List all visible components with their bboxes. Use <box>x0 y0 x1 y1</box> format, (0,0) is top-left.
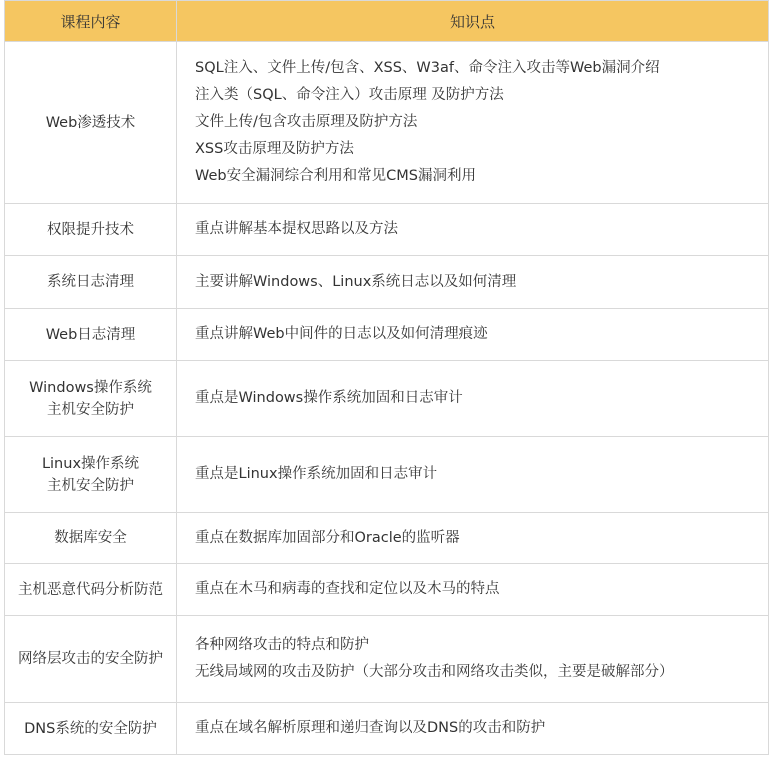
course-name-cell <box>5 513 177 564</box>
course-name-cell <box>5 564 177 616</box>
course-name-cell <box>5 204 177 256</box>
knowledge-point: 重点讲解基本提权思路以及方法 <box>195 221 398 237</box>
knowledge-points-cell <box>177 513 769 564</box>
points-column-header: 知识点 <box>177 1 769 42</box>
course-name: Web日志清理 <box>45 326 136 343</box>
header-row <box>5 1 769 42</box>
course-name: 主机恶意代码分析防范 <box>18 581 163 598</box>
course-name-cell <box>5 256 177 309</box>
table-row <box>5 616 769 703</box>
knowledge-point: 重点在数据库加固部分和Oracle的监听器 <box>195 529 460 546</box>
course-name: 主机安全防护 <box>47 401 134 418</box>
course-name: DNS系统的安全防护 <box>24 720 157 737</box>
table-row <box>5 256 769 309</box>
course-name-cell <box>5 616 177 703</box>
knowledge-points-cell <box>177 256 769 309</box>
knowledge-point: 各种网络攻击的特点和防护 <box>195 637 369 653</box>
table-row <box>5 564 769 616</box>
course-column-header: 课程内容 <box>5 1 177 42</box>
knowledge-point: 注入类（SQL、命令注入）攻击原理 及防护方法 <box>195 87 504 103</box>
table-row <box>5 309 769 361</box>
table-row <box>5 703 769 755</box>
table-row <box>5 361 769 437</box>
knowledge-point: 重点是Windows操作系统加固和日志审计 <box>195 390 463 406</box>
knowledge-points-cell <box>177 437 769 513</box>
knowledge-points-cell <box>177 703 769 755</box>
course-name: Windows操作系统 <box>29 379 152 396</box>
course-name-cell <box>5 437 177 513</box>
table-row <box>5 437 769 513</box>
knowledge-point: SQL注入、文件上传/包含、XSS、W3af、命令注入攻击等Web漏洞介绍 <box>195 60 660 76</box>
course-name-cell <box>5 309 177 361</box>
table-row <box>5 204 769 256</box>
course-name: Web渗透技术 <box>45 114 136 131</box>
knowledge-point: 重点在木马和病毒的查找和定位以及木马的特点 <box>195 581 500 597</box>
knowledge-point: 重点讲解Web中间件的日志以及如何清理痕迹 <box>195 326 488 342</box>
knowledge-point: 重点在域名解析原理和递归查询以及DNS的攻击和防护 <box>195 720 546 736</box>
course-name: Linux操作系统 <box>41 455 140 472</box>
knowledge-point: 重点是Linux操作系统加固和日志审计 <box>195 466 438 482</box>
knowledge-points-cell <box>177 204 769 256</box>
table-body <box>5 42 769 755</box>
knowledge-points-cell <box>177 309 769 361</box>
course-name: 系统日志清理 <box>47 274 134 290</box>
course-name: 权限提升技术 <box>47 221 134 238</box>
course-name: 主机安全防护 <box>47 477 134 494</box>
knowledge-point: 文件上传/包含攻击原理及防护方法 <box>195 114 418 130</box>
course-name-cell <box>5 361 177 437</box>
knowledge-point: Web安全漏洞综合利用和常见CMS漏洞利用 <box>195 168 476 184</box>
knowledge-point: 主要讲解Windows、Linux系统日志以及如何清理 <box>195 273 517 290</box>
course-name: 数据库安全 <box>54 530 127 546</box>
course-name-cell <box>5 703 177 755</box>
knowledge-points-cell <box>177 361 769 437</box>
knowledge-points-cell <box>177 616 769 703</box>
knowledge-point: XSS攻击原理及防护方法 <box>195 141 354 157</box>
course-name: 网络层攻击的安全防护 <box>18 651 163 667</box>
knowledge-points-cell <box>177 564 769 616</box>
table-row <box>5 42 769 204</box>
knowledge-point: 无线局域网的攻击及防护（大部分攻击和网络攻击类似，主要是破解部分） <box>195 664 674 680</box>
table-row <box>5 513 769 564</box>
course-table <box>4 0 769 755</box>
course-name-cell <box>5 42 177 204</box>
knowledge-points-cell <box>177 42 769 204</box>
